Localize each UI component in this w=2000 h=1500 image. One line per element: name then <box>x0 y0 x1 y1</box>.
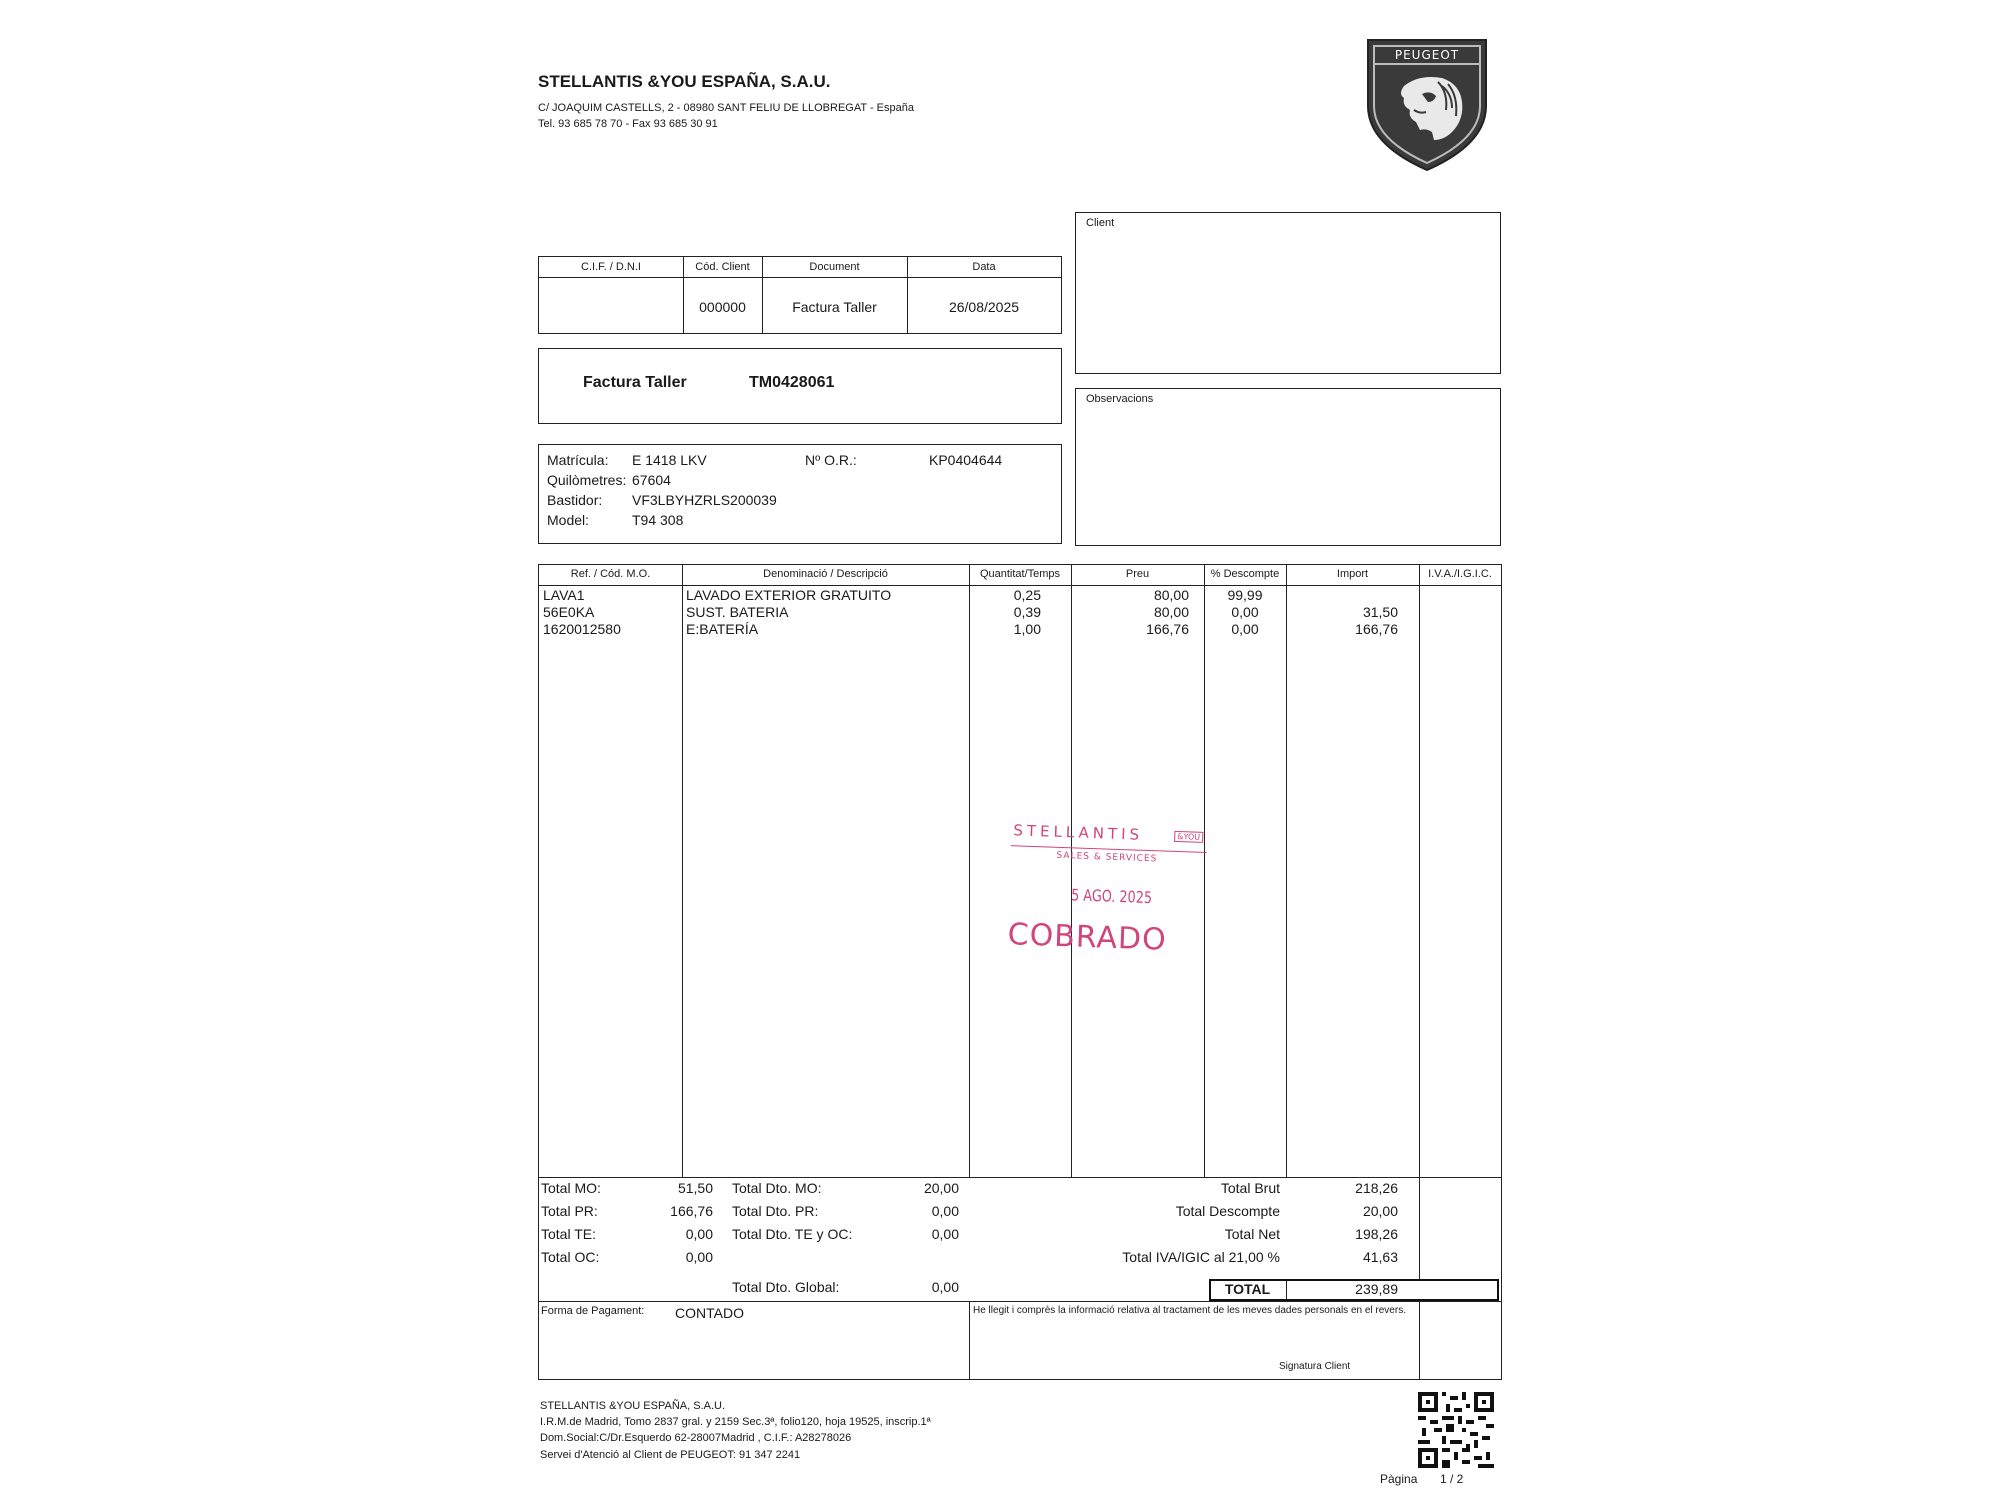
header-table <box>538 256 1062 334</box>
row-price: 80,00 <box>1153 604 1189 620</box>
stamp-status: COBRADO <box>1007 917 1168 958</box>
invoice-box <box>538 348 1062 424</box>
stamp-date: 5 AGO. 2025 <box>1070 885 1153 908</box>
dto-global-label: Total Dto. Global: <box>732 1279 840 1295</box>
payment-stamp <box>1006 821 1231 979</box>
vehicle-box <box>538 444 1062 544</box>
stamp-sub: SALES & SERVICES <box>1056 850 1158 865</box>
row-discount: 99,99 <box>1227 587 1263 603</box>
footer-line2: I.R.M.de Madrid, Tomo 2837 gral. y 2159 Sec.3ª, folio120, hoja 19525, inscrip.1ª <box>540 1416 931 1428</box>
page-label: Pàgina <box>1380 1472 1418 1486</box>
total-pr-value: 166,76 <box>670 1203 713 1219</box>
row-description: SUST. BATERIA <box>686 604 789 620</box>
matricula-value: E 1418 LKV <box>632 452 707 468</box>
total-brut-label: Total Brut <box>1220 1180 1280 1196</box>
header-date: Data <box>972 261 996 273</box>
company-name: STELLANTIS &YOU ESPAÑA, S.A.U. <box>538 72 831 91</box>
company-phone: Tel. 93 685 78 70 - Fax 93 685 30 91 <box>538 118 718 130</box>
col-quantity: Quantitat/Temps <box>979 568 1061 580</box>
bastidor-label: Bastidor: <box>547 492 603 508</box>
total-te-label: Total TE: <box>541 1226 596 1242</box>
total-mo-label: Total MO: <box>541 1180 601 1196</box>
col-description: Denominació / Descripció <box>763 568 888 580</box>
total-brut-value: 218,26 <box>1355 1180 1398 1196</box>
privacy-text: He llegit i comprès la informació relativa al tractament de les meves dades personals en el revers. <box>973 1305 1406 1316</box>
date-value: 26/08/2025 <box>948 299 1020 315</box>
invoice-number: TM0428061 <box>749 374 835 391</box>
stamp-badge: &YOU <box>1174 831 1203 843</box>
col-vat: I.V.A./I.G.I.C. <box>1428 568 1492 580</box>
total-iva-label: Total IVA/IGIC al 21,00 % <box>1122 1249 1280 1265</box>
row-ref: 1620012580 <box>543 621 621 637</box>
company-address: C/ JOAQUIM CASTELLS, 2 - 08980 SANT FELIU DE LLOBREGAT - España <box>538 102 914 114</box>
items-table <box>538 564 1502 1380</box>
row-description: LAVADO EXTERIOR GRATUITO <box>686 587 892 603</box>
payment-value: CONTADO <box>675 1305 744 1321</box>
total-descompte-value: 20,00 <box>1362 1203 1398 1219</box>
or-value: KP0404644 <box>929 452 1003 468</box>
total-oc-label: Total OC: <box>541 1249 600 1265</box>
header-document: Document <box>809 261 860 273</box>
total-mo-value: 51,50 <box>677 1180 713 1196</box>
col-import: Import <box>1336 568 1369 580</box>
payment-label: Forma de Pagament: <box>541 1305 645 1317</box>
total-net-label: Total Net <box>1224 1226 1280 1242</box>
col-discount: % Descompte <box>1210 568 1280 580</box>
total-te-value: 0,00 <box>685 1226 713 1242</box>
dto-mo-label: Total Dto. MO: <box>732 1180 822 1196</box>
dto-pr-label: Total Dto. PR: <box>732 1203 819 1219</box>
col-ref: Ref. / Cód. M.O. <box>570 568 651 580</box>
row-quantity: 0,25 <box>1013 587 1041 603</box>
grand-total-label: TOTAL <box>1224 1281 1271 1297</box>
km-value: 67604 <box>632 472 671 488</box>
footer-line4: Servei d'Atenció al Client de PEUGEOT: 91 347 2241 <box>540 1449 801 1461</box>
row-ref: LAVA1 <box>543 587 585 603</box>
dto-te-value: 0,00 <box>931 1226 959 1242</box>
bastidor-value: VF3LBYHZRLS200039 <box>632 492 777 508</box>
row-import: 31,50 <box>1362 604 1398 620</box>
observations-box <box>1075 388 1501 546</box>
client-box <box>1075 212 1501 374</box>
row-discount: 0,00 <box>1231 621 1259 637</box>
dto-te-label: Total Dto. TE y OC: <box>732 1226 853 1242</box>
dto-global-value: 0,00 <box>931 1279 959 1295</box>
row-price: 166,76 <box>1146 621 1189 637</box>
total-iva-value: 41,63 <box>1362 1249 1398 1265</box>
total-pr-label: Total PR: <box>541 1203 598 1219</box>
dto-pr-value: 0,00 <box>931 1203 959 1219</box>
row-quantity: 1,00 <box>1013 621 1041 637</box>
header-client-code: Cód. Client <box>695 261 750 273</box>
row-import: 166,76 <box>1355 621 1398 637</box>
matricula-label: Matrícula: <box>547 452 609 468</box>
signature-label: Signatura Client <box>1279 1361 1351 1372</box>
total-descompte-label: Total Descompte <box>1175 1203 1280 1219</box>
peugeot-logo <box>1364 36 1490 174</box>
document-value: Factura Taller <box>792 299 877 315</box>
qr-code-icon <box>1418 1392 1494 1468</box>
observations-label: Observacions <box>1086 393 1154 405</box>
col-price: Preu <box>1125 568 1150 580</box>
model-label: Model: <box>547 512 590 528</box>
footer-line1: STELLANTIS &YOU ESPAÑA, S.A.U. <box>540 1400 726 1412</box>
or-label: Nº O.R.: <box>805 452 857 468</box>
row-quantity: 0,39 <box>1013 604 1041 620</box>
model-value: T94 308 <box>632 512 684 528</box>
total-net-value: 198,26 <box>1355 1226 1398 1242</box>
stamp-brand: STELLANTIS <box>1013 821 1144 844</box>
page-number: 1 / 2 <box>1440 1472 1464 1486</box>
row-description: E:BATERÍA <box>686 621 759 637</box>
logo-text: PEUGEOT <box>1394 48 1460 62</box>
km-label: Quilòmetres: <box>547 472 627 488</box>
dto-mo-value: 20,00 <box>923 1180 959 1196</box>
grand-total-value: 239,89 <box>1355 1281 1398 1297</box>
total-oc-value: 0,00 <box>685 1249 713 1265</box>
client-label: Client <box>1086 217 1115 229</box>
row-ref: 56E0KA <box>543 604 595 620</box>
client-code-value: 000000 <box>699 299 746 315</box>
invoice-label: Factura Taller <box>583 374 687 391</box>
footer-line3: Dom.Social:C/Dr.Esquerdo 62-28007Madrid , C.I.F.: A28278026 <box>540 1432 852 1444</box>
row-price: 80,00 <box>1153 587 1189 603</box>
header-cif: C.I.F. / D.N.I <box>581 261 641 273</box>
row-discount: 0,00 <box>1231 604 1259 620</box>
